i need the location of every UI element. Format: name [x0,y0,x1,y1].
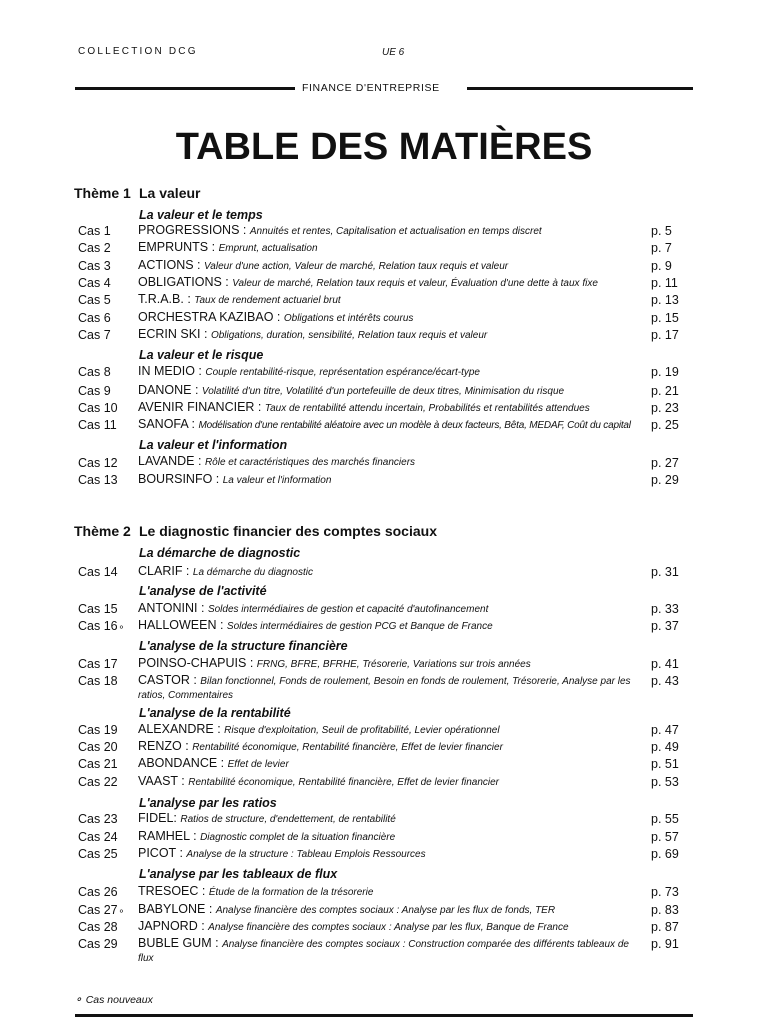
ue-label: UE 6 [382,47,405,58]
case-name: DANONE : [138,383,199,397]
case-description: Soldes intermédiaires de gestion PCG et Banque de France [226,621,493,632]
page-number: p. 91 [651,937,679,951]
page-number: p. 21 [651,384,679,398]
case-description: Analyse financière des comptes sociaux : Analyse par les flux de fonds, TER [215,905,556,916]
case-description: La valeur et l'information [222,475,332,486]
case-description: Obligations et intérêts courus [283,313,414,324]
theme-label: Thème 2 [74,523,131,539]
case-description: Obligations, duration, sensibilité, Relation taux requis et valeur [210,330,488,341]
case-number: Cas 21 [78,757,118,771]
section-heading: La valeur et l'information [139,438,288,452]
case-name: JAPNORD : [138,919,205,933]
page-number: p. 55 [651,812,679,826]
section-heading: L'analyse par les ratios [139,796,277,810]
footer-rule [75,1014,693,1017]
case-description: Analyse financière des comptes sociaux : Analyse par les flux, Banque de France [208,922,569,933]
footnote: ⚬ Cas nouveaux [74,994,153,1006]
page-number: p. 57 [651,830,679,844]
case-number: Cas 19 [78,723,118,737]
case-description: Emprunt, actualisation [218,243,318,254]
page-number: p. 49 [651,740,679,754]
case-name: POINSO-CHAPUIS : [138,656,254,670]
page-number: p. 41 [651,657,679,671]
page-number: p. 83 [651,903,679,917]
case-number: Cas 16⚬ [78,619,126,633]
page-number: p. 87 [651,920,679,934]
case-description: La démarche du diagnostic [192,567,313,578]
collection-label: COLLECTION DCG [78,46,198,57]
case-name: PROGRESSIONS : [138,223,247,237]
case-description: Rentabilité économique, Rentabilité financière, Effet de levier financier [192,742,503,753]
case-name: RENZO : [138,739,189,753]
toc-entry [78,384,698,401]
case-description: Soldes intermédiaires de gestion et capacité d'autofinancement [207,604,489,615]
case-number: Cas 17 [78,657,118,671]
page-number: p. 11 [651,276,678,290]
toc-entry [78,276,698,293]
case-name: BABYLONE : [138,902,213,916]
page-title: TABLE DES MATIÈRES [175,126,593,168]
page-number: p. 17 [651,328,679,342]
toc-entry [78,757,698,774]
case-number: Cas 25 [78,847,118,861]
case-description: Taux de rendement actuariel brut [194,295,341,306]
case-number: Cas 28 [78,920,118,934]
toc-entry [78,241,698,258]
toc-entry [78,565,698,582]
toc-entry [78,401,698,418]
case-name: AVENIR FINANCIER : [138,400,262,414]
toc-entry [78,830,698,847]
toc-entry [78,775,698,792]
page-number: p. 31 [651,565,679,579]
toc-entry [78,657,698,674]
page-number: p. 15 [651,311,679,325]
section-heading: L'analyse de l'activité [139,584,267,598]
toc-entry [78,418,698,435]
section-heading: L'analyse de la structure financière [139,639,348,653]
toc-entry [78,674,698,702]
case-name: VAAST : [138,774,185,788]
case-description: Ratios de structure, d'endettement, de rentabilité [180,814,396,825]
case-name: LAVANDE : [138,454,202,468]
toc-entry [78,473,698,490]
page-number: p. 27 [651,456,679,470]
header-rule-right [467,87,693,90]
case-description: Risque d'exploitation, Seuil de profitabilité, Levier opérationnel [224,725,500,736]
case-description: Taux de rentabilité attendu incertain, Probabilités et rentabilités attendues [264,403,590,414]
case-description: Analyse financière des comptes sociaux : Construction comparée des différents tableaux de flux [138,939,629,964]
toc-entry [78,847,698,864]
case-number: Cas 22 [78,775,118,789]
case-name: ALEXANDRE : [138,722,221,736]
case-number: Cas 1 [78,224,111,238]
case-name: T.R.A.B. : [138,292,191,306]
case-description: Valeur de marché, Relation taux requis et valeur, Évaluation d'une dette à taux fixe [232,278,598,289]
page-number: p. 37 [651,619,679,633]
toc-entry [78,885,698,902]
page-number: p. 25 [651,418,679,432]
case-description: Couple rentabilité-risque, représentation espérance/écart-type [205,367,480,378]
page-number: p. 5 [651,224,672,238]
page-number: p. 29 [651,473,679,487]
page-number: p. 7 [651,241,672,255]
header-rule-left [75,87,295,90]
toc-entry [78,740,698,757]
toc-entry [78,224,698,241]
page-number: p. 43 [651,674,679,688]
case-name: ABONDANCE : [138,756,225,770]
theme-title: Le diagnostic financier des comptes sociaux [139,523,437,539]
case-name: FIDEL: [138,811,177,825]
toc-entry [78,937,698,965]
case-number: Cas 3 [78,259,111,273]
case-number: Cas 4 [78,276,111,290]
case-description: Étude de la formation de la trésorerie [208,887,374,898]
case-description: Diagnostic complet de la situation financière [200,832,396,843]
case-number: Cas 26 [78,885,118,899]
toc-entry [78,602,698,619]
case-name: OBLIGATIONS : [138,275,229,289]
page-number: p. 33 [651,602,679,616]
page-number: p. 19 [651,365,679,379]
case-name: CLARIF : [138,564,190,578]
case-name: PICOT : [138,846,183,860]
toc-entry [78,920,698,937]
case-number: Cas 24 [78,830,118,844]
page-number: p. 23 [651,401,679,415]
case-number: Cas 9 [78,384,111,398]
section-heading: L'analyse par les tableaux de flux [139,867,338,881]
case-description: Analyse de la structure : Tableau Emplois Ressources [186,849,426,860]
case-name: ORCHESTRA KAZIBAO : [138,310,281,324]
case-name: CASTOR : [138,673,197,687]
toc-entry [78,365,698,382]
case-number: Cas 15 [78,602,118,616]
case-number: Cas 11 [78,418,117,432]
page-number: p. 47 [651,723,679,737]
page-number: p. 69 [651,847,679,861]
section-heading: La valeur et le temps [139,208,263,222]
page-number: p. 53 [651,775,679,789]
case-description: Modélisation d'une rentabilité aléatoire avec un modèle à deux facteurs, Bêta, MEDAF, Coût du capital [198,420,631,431]
page-number: p. 13 [651,293,679,307]
case-number: Cas 29 [78,937,118,951]
case-number: Cas 20 [78,740,118,754]
toc-entry [78,328,698,345]
section-heading: La démarche de diagnostic [139,546,301,560]
case-number: Cas 12 [78,456,118,470]
case-name: TRESOEC : [138,884,206,898]
case-name: BUBLE GUM : [138,936,219,950]
case-name: IN MEDIO : [138,364,202,378]
case-name: RAMHEL : [138,829,197,843]
page-number: p. 51 [651,757,679,771]
theme-title: La valeur [139,185,201,201]
case-description: FRNG, BFRE, BFRHE, Trésorerie, Variations sur trois années [256,659,531,670]
case-number: Cas 2 [78,241,111,255]
toc-entry [78,903,698,920]
case-number: Cas 27⚬ [78,903,126,917]
case-name: ANTONINI : [138,601,205,615]
section-heading: L'analyse de la rentabilité [139,706,291,720]
case-description: Bilan fonctionnel, Fonds de roulement, Besoin en fonds de roulement, Trésorerie, Analyse par les ratios, Commentaires [138,676,631,701]
case-number: Cas 10 [78,401,118,415]
page-number: p. 9 [651,259,672,273]
toc-entry [78,812,698,829]
case-name: BOURSINFO : [138,472,220,486]
toc-entry [78,723,698,740]
new-case-icon: ⚬ [117,906,126,916]
case-description: Volatilité d'un titre, Volatilité d'un portefeuille de deux titres, Minimisation du risque [201,386,565,397]
toc-entry [78,455,698,472]
case-number: Cas 8 [78,365,111,379]
toc-entry [78,293,698,310]
toc-entry [78,619,698,636]
case-number: Cas 23 [78,812,118,826]
case-description: Rentabilité économique, Rentabilité financière, Effet de levier financier [188,777,499,788]
case-name: EMPRUNTS : [138,240,216,254]
case-number: Cas 5 [78,293,111,307]
case-name: SANOFA : [138,417,195,431]
toc-entry [78,259,698,276]
case-number: Cas 13 [78,473,118,487]
theme-label: Thème 1 [74,185,131,201]
case-number: Cas 7 [78,328,111,342]
case-description: Rôle et caractéristiques des marchés financiers [204,457,416,468]
section-heading: La valeur et le risque [139,348,264,362]
subject-label: FINANCE D'ENTREPRISE [302,82,440,94]
case-name: ECRIN SKI : [138,327,208,341]
page-number: p. 73 [651,885,679,899]
case-description: Valeur d'une action, Valeur de marché, Relation taux requis et valeur [204,261,509,272]
case-number: Cas 18 [78,674,118,688]
case-description: Annuités et rentes, Capitalisation et actualisation en temps discret [249,226,542,237]
case-number: Cas 6 [78,311,111,325]
case-name: HALLOWEEN : [138,618,224,632]
case-name: ACTIONS : [138,258,201,272]
new-case-icon: ⚬ [117,622,126,632]
case-description: Effet de levier [227,759,289,770]
case-number: Cas 14 [78,565,118,579]
toc-entry [78,311,698,328]
